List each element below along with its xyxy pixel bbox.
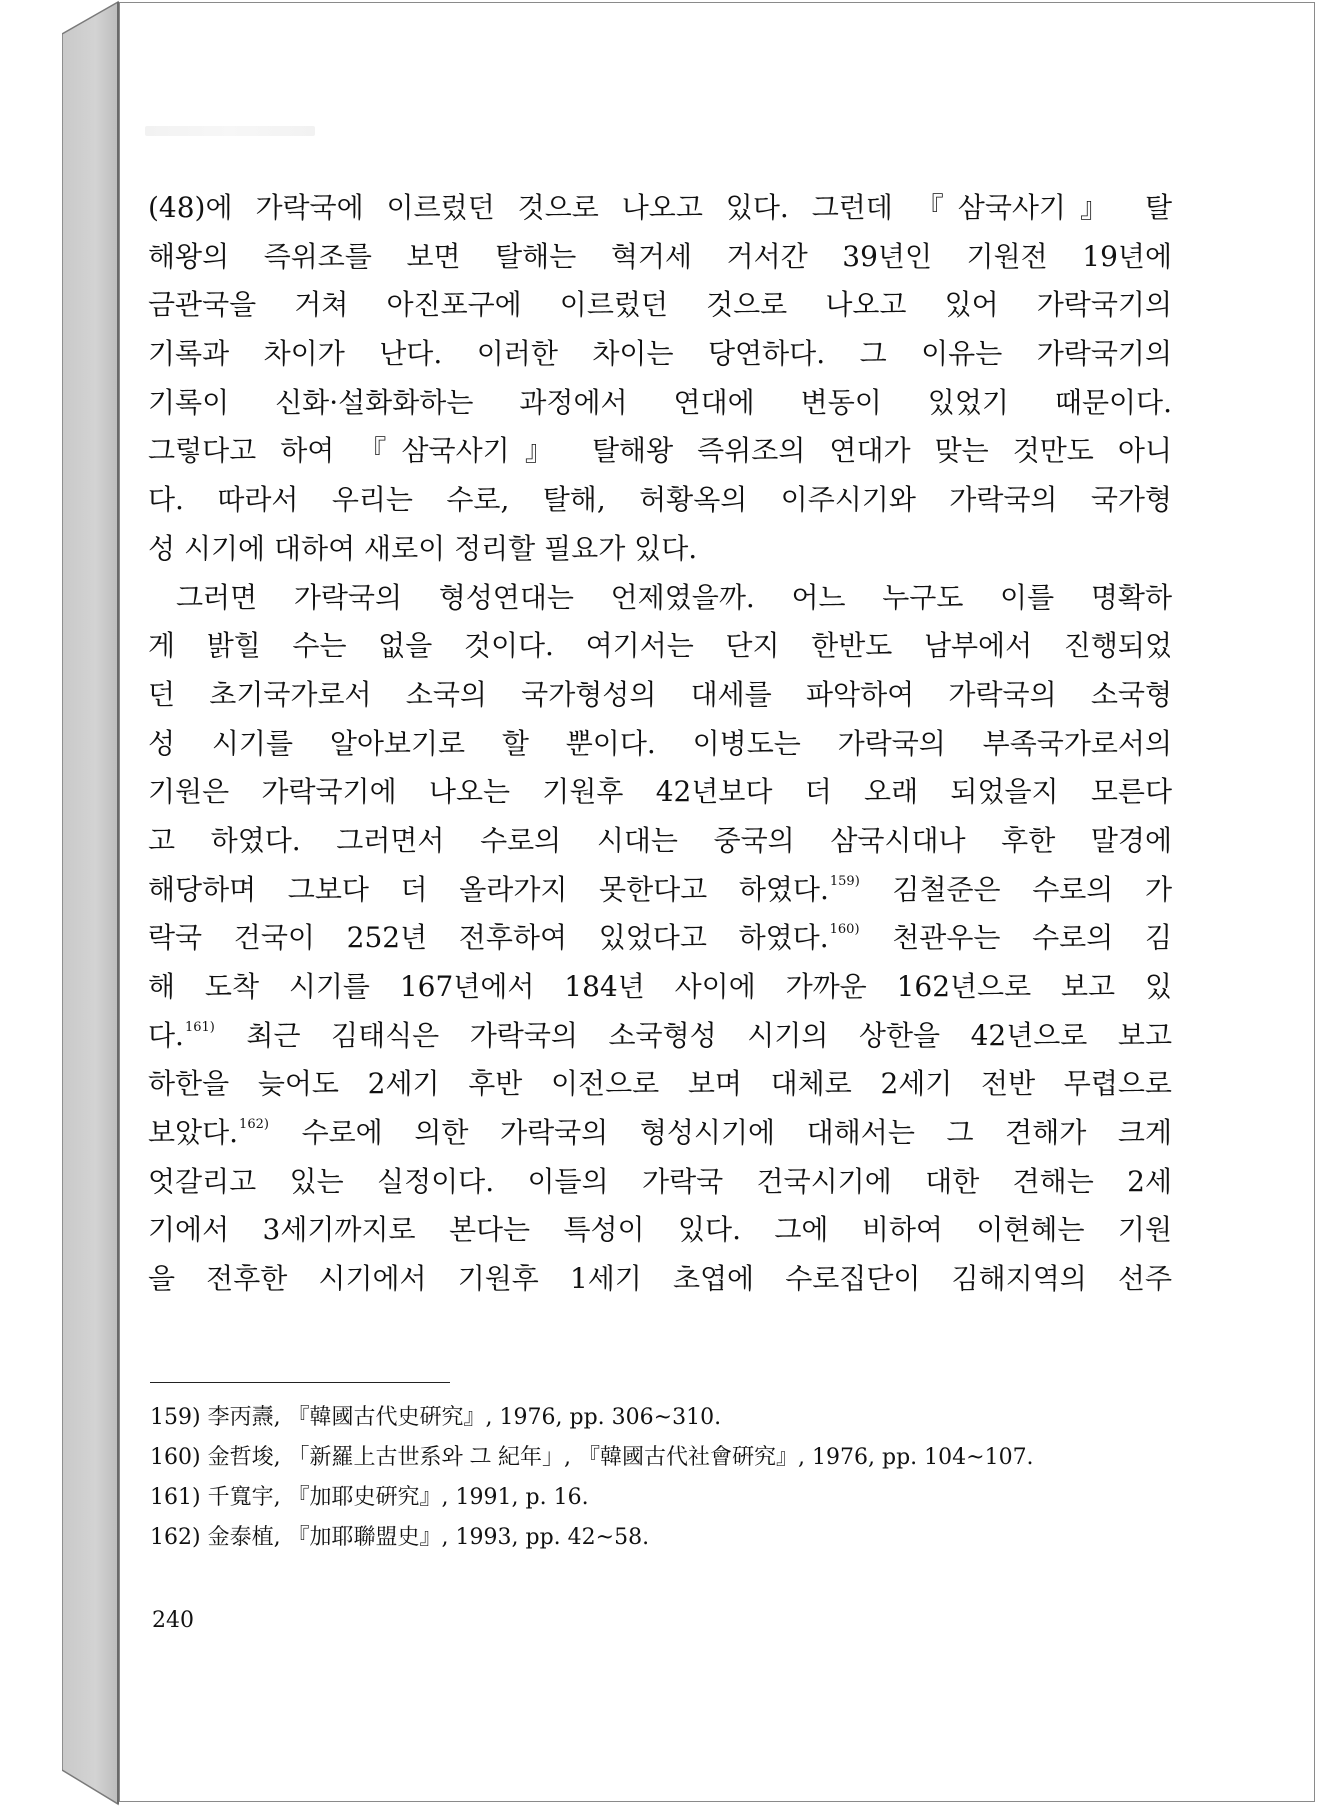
text-segment: 보았다. — [148, 1116, 239, 1150]
text-segment: 수로에 의한 가락국의 형성시기에 대해서는 그 견해가 크게 — [301, 1116, 1172, 1150]
text-line: 기에서 3세기까지로 본다는 특성이 있다. 그에 비하여 이현혜는 기원 — [148, 1213, 1172, 1247]
footnotes — [150, 1398, 1150, 1558]
text-line — [148, 866, 1172, 915]
book-spine — [62, 0, 120, 1806]
page-number: 240 — [152, 1608, 194, 1633]
footnote-ref[interactable]: 161) — [184, 1019, 215, 1035]
text-line: 고 하였다. 그러면서 수로의 시대는 중국의 삼국시대나 후한 말경에 — [148, 823, 1172, 857]
running-header-faint — [145, 126, 315, 136]
text-line — [148, 914, 1172, 963]
text-line: 성 시기에 대하여 새로이 정리할 필요가 있다. — [148, 531, 698, 565]
text-line: 하한을 늦어도 2세기 후반 이전으로 보며 대체로 2세기 전반 무렵으로 — [148, 1067, 1172, 1101]
body-text — [148, 184, 1172, 1304]
text-segment: 다. — [148, 1018, 184, 1052]
text-segment: 락국 건국이 252년 전후하여 있었다고 하였다. — [148, 921, 829, 955]
text-line: 해 도착 시기를 167년에서 184년 사이에 가까운 162년으로 보고 있 — [148, 970, 1172, 1003]
text-line: 기원은 가락국기에 나오는 기원후 42년보다 더 오래 되었을지 모른다 — [148, 775, 1172, 809]
text-line: 그렇다고 하여 『삼국사기』 탈해왕 즉위조의 연대가 맞는 것만도 아니 — [148, 434, 1172, 468]
text-line: 성 시기를 알아보기로 할 뿐이다. 이병도는 가락국의 부족국가로서의 — [148, 726, 1172, 760]
text-line: 엇갈리고 있는 실정이다. 이들의 가락국 건국시기에 대한 견해는 2세 — [148, 1164, 1172, 1198]
text-line: 기록과 차이가 난다. 이러한 차이는 당연하다. 그 이유는 가락국기의 — [148, 337, 1172, 371]
text-line: 던 초기국가로서 소국의 국가형성의 대세를 파악하여 가락국의 소국형 — [148, 677, 1172, 711]
text-line: 을 전후한 시기에서 기원후 1세기 초엽에 수로집단이 김해지역의 선주 — [148, 1262, 1172, 1296]
text-line — [148, 1012, 1172, 1061]
text-segment: 해당하며 그보다 더 올라가지 못한다고 하였다. — [148, 872, 829, 906]
footnote-159: 159) 李丙燾, 『韓國古代史硏究』, 1976, pp. 306~310. — [150, 1405, 722, 1430]
footnote-160: 160) 金哲埈, 「新羅上古世系와 그 紀年」, 『韓國古代社會硏究』, 1976, pp. 104~107. — [150, 1445, 1034, 1470]
footnote-divider — [150, 1382, 450, 1383]
footnote-ref[interactable]: 160) — [829, 922, 860, 938]
text-segment: 최근 김태식은 가락국의 소국형성 시기의 상한을 42년으로 보고 — [246, 1018, 1172, 1052]
text-line: 그러면 가락국의 형성연대는 언제였을까. 어느 누구도 이를 명확하 — [176, 580, 1172, 614]
footnote-ref[interactable]: 159) — [829, 873, 860, 889]
text-line: 기록이 신화·설화화하는 과정에서 연대에 변동이 있었기 때문이다. — [148, 385, 1172, 419]
text-line: (48)에 가락국에 이르렀던 것으로 나오고 있다. 그런데 『삼국사기』 탈 — [148, 191, 1172, 224]
footnote-162: 162) 金泰植, 『加耶聯盟史』, 1993, pp. 42~58. — [150, 1525, 650, 1550]
text-line: 해왕의 즉위조를 보면 탈해는 혁거세 거서간 39년인 기원전 19년에 — [148, 239, 1172, 273]
footnote-ref[interactable]: 162) — [239, 1117, 269, 1133]
text-line — [148, 1109, 1172, 1158]
text-line: 다. 따라서 우리는 수로, 탈해, 허황옥의 이주시기와 가락국의 국가형 — [148, 483, 1172, 517]
text-line: 금관국을 거쳐 아진포구에 이르렀던 것으로 나오고 있어 가락국기의 — [148, 288, 1172, 322]
footnote-161: 161) 千寬宇, 『加耶史硏究』, 1991, p. 16. — [150, 1485, 589, 1510]
text-segment: 김철준은 수로의 가 — [892, 872, 1172, 906]
text-segment: 천관우는 수로의 김 — [892, 921, 1172, 955]
text-line: 게 밝힐 수는 없을 것이다. 여기서는 단지 한반도 남부에서 진행되었 — [148, 629, 1172, 663]
